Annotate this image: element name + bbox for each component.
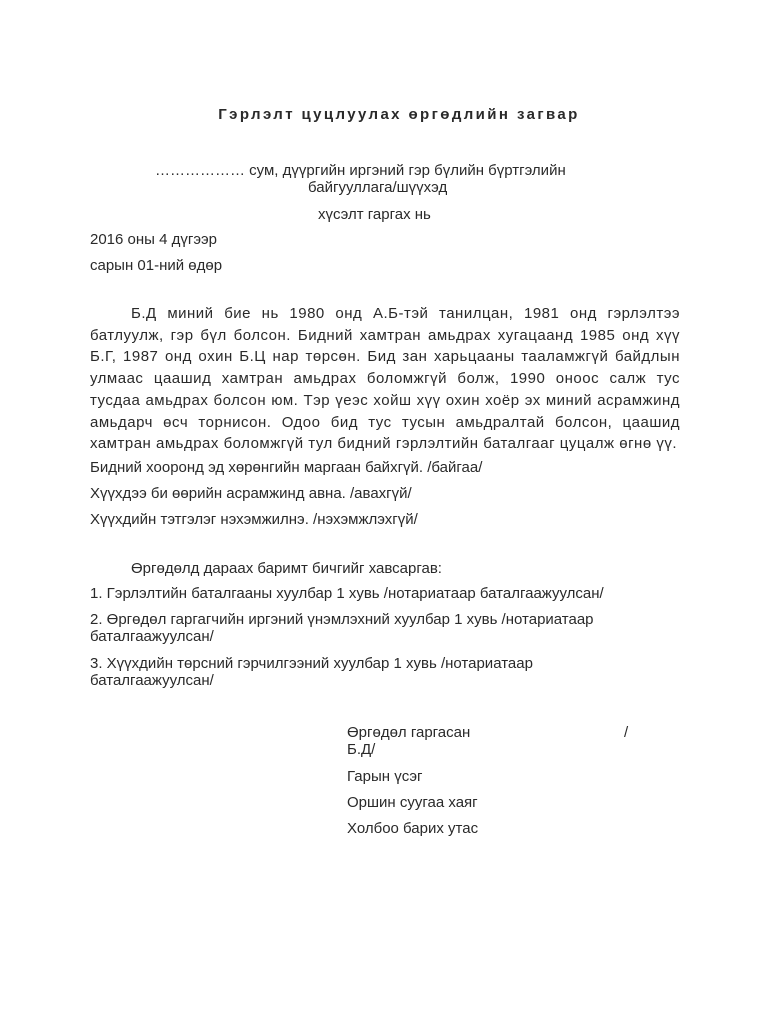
attachment-item-2-line-1: 2. Өргөдөл гаргагчийн иргэний үнэмлэхний хуулбар 1 хувь /нотариатаар	[90, 611, 594, 628]
addressee-line-1: ……………… сум, дүүргийн иргэний гэр бүлийн бүртгэлийн	[155, 162, 566, 179]
attachments-intro: Өргөдөлд дараах баримт бичгийг хавсаргав:	[131, 560, 442, 577]
applicant-name: Б.Д/	[347, 741, 376, 758]
attachment-item-2-line-2: баталгаажуулсан/	[90, 628, 214, 645]
attachment-item-1: 1. Гэрлэлтийн баталгааны хуулбар 1 хувь /нотариатаар баталгаажуулсан/	[90, 585, 604, 602]
applicant-label: Өргөдөл гаргасан	[347, 724, 471, 741]
date-line-2: сарын 01-ний өдөр	[90, 257, 223, 274]
body-paragraph: Б.Д миний бие нь 1980 онд А.Б-тэй танилцан, 1981 онд гэрлэлтээ батлуулж, гэр бүл болсон. Бидний хамтран амьдрах хугацаанд 1985 онд хүү Б.Г, 1987 онд охин Б.Ц нар төрсөн. Бид зан харьцааны тааламжгүй байдлын улмаас цаашид хамтран амьдрах боломжгүй болж, 1990 оноос салж тус тусдаа амьдрах болсон юм. Тэр үеэс хойш хүү охин хоёр эх миний асрамжинд амьдарч өсч торнисон. Одоо бид тус тусын амьдралтай болсон, цаашид хамтран амьдрах боломжгүй тул бидний гэрлэлтийн баталгааг цуцалж өгнө үү.	[90, 305, 680, 453]
addressee-line-2: байгууллага/шүүхэд	[308, 179, 448, 196]
document-title: Гэрлэлт цуцлуулах өргөдлийн загвар	[218, 106, 580, 123]
date-line-1: 2016 оны 4 дүгээр	[90, 231, 217, 248]
phone-label: Холбоо барих утас	[347, 820, 479, 837]
applicant-slash: /	[624, 724, 629, 741]
statement-alimony: Хүүхдийн тэтгэлэг нэхэмжилнэ. /нэхэмжлэхгүй/	[90, 511, 418, 528]
signature-label: Гарын үсэг	[347, 768, 423, 785]
addressee-line-3: хүсэлт гаргах нь	[318, 206, 431, 223]
attachment-item-3-line-2: баталгаажуулсан/	[90, 672, 214, 689]
attachment-item-3-line-1: 3. Хүүхдийн төрсний гэрчилгээний хуулбар 1 хувь /нотариатаар	[90, 655, 533, 672]
statement-property: Бидний хооронд эд хөрөнгийн маргаан байхгүй. /байгаа/	[90, 459, 483, 476]
statement-custody: Хүүхдээ би өөрийн асрамжинд авна. /авахгүй/	[90, 485, 412, 502]
address-label: Оршин суугаа хаяг	[347, 794, 478, 811]
